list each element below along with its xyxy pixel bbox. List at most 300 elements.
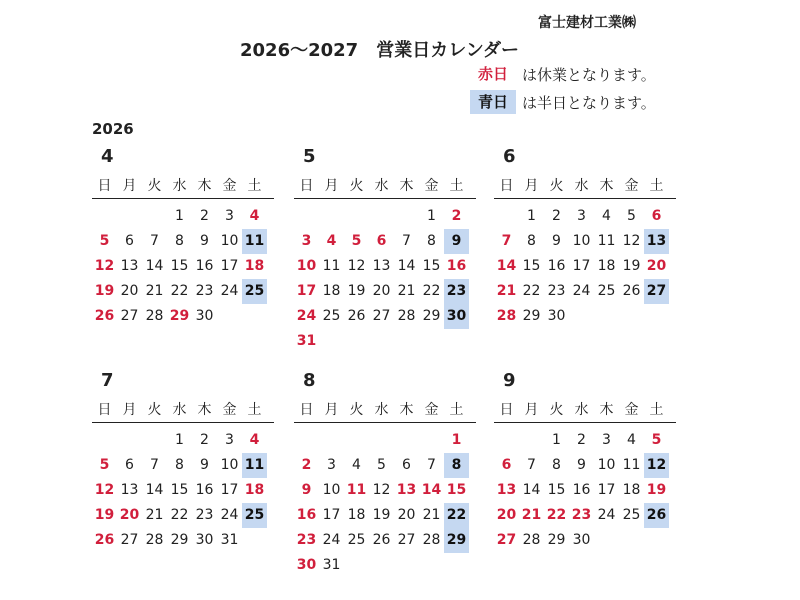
day: 25 <box>322 308 341 324</box>
day-closed: 5 <box>99 233 110 249</box>
day-closed: 14 <box>421 482 442 498</box>
day: 18 <box>622 482 641 498</box>
day: 18 <box>322 283 341 299</box>
day: 16 <box>572 482 591 498</box>
day: 15 <box>422 258 441 274</box>
day: 20 <box>372 283 391 299</box>
day-half: 25 <box>242 279 267 304</box>
weekday-label: 金 <box>424 178 439 194</box>
week-row <box>294 503 476 528</box>
day: 17 <box>572 258 591 274</box>
weekday-label: 木 <box>197 178 212 194</box>
day: 17 <box>220 258 239 274</box>
day-empty <box>519 428 544 453</box>
year-label: 2026 <box>92 120 134 138</box>
day: 21 <box>145 507 164 523</box>
day: 17 <box>322 507 341 523</box>
day-closed: 6 <box>376 233 387 249</box>
month-number: 8 <box>303 370 316 391</box>
week-row <box>294 229 476 254</box>
weekday-label: 水 <box>374 402 389 418</box>
day: 12 <box>347 258 366 274</box>
day-closed: 18 <box>244 482 265 498</box>
day: 9 <box>552 233 561 249</box>
day: 30 <box>195 532 214 548</box>
day: 19 <box>372 507 391 523</box>
day-half: 8 <box>444 453 469 478</box>
day: 16 <box>547 258 566 274</box>
week-row <box>494 229 676 254</box>
day: 4 <box>627 432 636 448</box>
legend-blue <box>470 90 656 114</box>
day-half: 30 <box>444 304 469 329</box>
day-closed: 3 <box>301 233 312 249</box>
day-closed: 16 <box>446 258 467 274</box>
day: 6 <box>125 233 134 249</box>
day-closed: 19 <box>94 507 115 523</box>
day: 31 <box>220 532 239 548</box>
week-row <box>294 304 476 329</box>
day: 30 <box>547 308 566 324</box>
day-closed: 13 <box>396 482 417 498</box>
day: 22 <box>422 283 441 299</box>
week-row <box>494 428 676 453</box>
day: 5 <box>627 208 636 224</box>
day-empty <box>344 553 369 578</box>
day: 20 <box>120 283 139 299</box>
week-row <box>494 254 676 279</box>
day-empty <box>319 204 344 229</box>
day: 11 <box>322 258 341 274</box>
week-row <box>92 279 274 304</box>
week-row <box>294 528 476 553</box>
day: 1 <box>175 208 184 224</box>
day: 28 <box>522 532 541 548</box>
day-closed: 6 <box>501 457 512 473</box>
day-empty <box>419 553 444 578</box>
day: 1 <box>527 208 536 224</box>
day-closed: 26 <box>94 532 115 548</box>
day: 15 <box>522 258 541 274</box>
day: 8 <box>427 233 436 249</box>
weekday-label: 月 <box>524 402 539 418</box>
day-closed: 12 <box>94 258 115 274</box>
weekday-header <box>92 400 274 423</box>
weekday-label: 金 <box>424 402 439 418</box>
day: 24 <box>572 283 591 299</box>
day-empty <box>494 204 519 229</box>
page-title: 2026～2027 営業日カレンダー <box>240 40 520 61</box>
week-row <box>294 428 476 453</box>
day-empty <box>444 329 469 354</box>
day-empty <box>217 304 242 329</box>
day: 2 <box>200 208 209 224</box>
day: 14 <box>145 482 164 498</box>
day-empty <box>319 428 344 453</box>
day: 31 <box>322 557 341 573</box>
day-closed: 27 <box>496 532 517 548</box>
weekday-label: 水 <box>574 178 589 194</box>
weekday-header <box>92 176 274 199</box>
day: 7 <box>527 457 536 473</box>
weekday-label: 日 <box>499 402 514 418</box>
day: 21 <box>397 283 416 299</box>
weekday-label: 金 <box>222 178 237 194</box>
week-row <box>294 329 476 354</box>
day: 10 <box>322 482 341 498</box>
day-closed: 28 <box>496 308 517 324</box>
week-row <box>494 453 676 478</box>
day: 19 <box>622 258 641 274</box>
day: 25 <box>597 283 616 299</box>
day-half: 25 <box>242 503 267 528</box>
day-closed: 6 <box>651 208 662 224</box>
day-closed: 1 <box>451 432 462 448</box>
week-row <box>494 204 676 229</box>
weekday-label: 金 <box>624 178 639 194</box>
day-empty <box>294 428 319 453</box>
day-empty <box>117 204 142 229</box>
day-half: 13 <box>644 229 669 254</box>
weekday-header <box>294 400 476 423</box>
day-empty <box>594 304 619 329</box>
week-row <box>294 279 476 304</box>
day-empty <box>494 428 519 453</box>
day: 22 <box>170 507 189 523</box>
weekday-label: 木 <box>197 402 212 418</box>
day: 14 <box>397 258 416 274</box>
day: 5 <box>377 457 386 473</box>
week-row <box>92 453 274 478</box>
day: 25 <box>347 532 366 548</box>
day-half: 12 <box>644 453 669 478</box>
day-half: 29 <box>444 528 469 553</box>
day: 13 <box>372 258 391 274</box>
day-closed: 20 <box>646 258 667 274</box>
day: 12 <box>622 233 641 249</box>
day-half: 22 <box>444 503 469 528</box>
weekday-header <box>494 176 676 199</box>
day-empty <box>242 528 267 553</box>
day: 4 <box>352 457 361 473</box>
weekday-label: 木 <box>599 402 614 418</box>
day: 29 <box>422 308 441 324</box>
day-empty <box>344 204 369 229</box>
day: 3 <box>225 432 234 448</box>
weekday-label: 土 <box>649 178 664 194</box>
month-number: 5 <box>303 146 316 167</box>
weekday-label: 土 <box>247 178 262 194</box>
week-row <box>92 478 274 503</box>
weekday-label: 木 <box>399 402 414 418</box>
day-closed: 21 <box>496 283 517 299</box>
day-grid <box>92 204 274 329</box>
week-row <box>92 528 274 553</box>
weekday-label: 水 <box>172 402 187 418</box>
day: 3 <box>602 432 611 448</box>
week-row <box>92 229 274 254</box>
day: 22 <box>170 283 189 299</box>
day-closed: 23 <box>571 507 592 523</box>
weekday-label: 火 <box>147 402 162 418</box>
day-empty <box>369 204 394 229</box>
day-grid <box>294 204 476 354</box>
day-closed: 11 <box>346 482 367 498</box>
day: 29 <box>522 308 541 324</box>
weekday-label: 土 <box>247 402 262 418</box>
day-closed: 20 <box>119 507 140 523</box>
week-row <box>294 453 476 478</box>
day: 27 <box>372 308 391 324</box>
day: 11 <box>597 233 616 249</box>
month-number: 6 <box>503 146 516 167</box>
day: 21 <box>145 283 164 299</box>
day: 27 <box>120 532 139 548</box>
weekday-label: 日 <box>299 178 314 194</box>
day-empty <box>619 304 644 329</box>
day-empty <box>419 428 444 453</box>
day: 3 <box>577 208 586 224</box>
day-closed: 23 <box>296 532 317 548</box>
weekday-label: 土 <box>649 402 664 418</box>
day: 30 <box>195 308 214 324</box>
day-empty <box>344 428 369 453</box>
day: 21 <box>422 507 441 523</box>
day: 29 <box>547 532 566 548</box>
week-row <box>92 304 274 329</box>
day-closed: 14 <box>496 258 517 274</box>
day: 28 <box>145 308 164 324</box>
day-empty <box>117 428 142 453</box>
day: 28 <box>422 532 441 548</box>
day-empty <box>394 329 419 354</box>
day-empty <box>594 528 619 553</box>
day: 6 <box>125 457 134 473</box>
day: 15 <box>170 482 189 498</box>
day: 10 <box>597 457 616 473</box>
day-empty <box>644 304 669 329</box>
day: 18 <box>597 258 616 274</box>
day: 26 <box>347 308 366 324</box>
day: 26 <box>622 283 641 299</box>
day: 10 <box>220 233 239 249</box>
day: 1 <box>427 208 436 224</box>
week-row <box>92 428 274 453</box>
day-half: 9 <box>444 229 469 254</box>
day: 17 <box>597 482 616 498</box>
day-half: 11 <box>242 229 267 254</box>
day-closed: 30 <box>296 557 317 573</box>
weekday-label: 日 <box>499 178 514 194</box>
day: 13 <box>120 482 139 498</box>
week-row <box>294 254 476 279</box>
day-empty <box>369 329 394 354</box>
day-empty <box>394 428 419 453</box>
day-closed: 7 <box>501 233 512 249</box>
weekday-label: 土 <box>449 178 464 194</box>
day: 1 <box>175 432 184 448</box>
month-number: 7 <box>101 370 114 391</box>
day: 20 <box>397 507 416 523</box>
week-row <box>92 204 274 229</box>
day-half: 11 <box>242 453 267 478</box>
day-closed: 12 <box>94 482 115 498</box>
day: 7 <box>427 457 436 473</box>
week-row <box>92 503 274 528</box>
day-empty <box>319 329 344 354</box>
week-row <box>294 553 476 578</box>
day: 14 <box>522 482 541 498</box>
day-empty <box>142 428 167 453</box>
weekday-label: 木 <box>399 178 414 194</box>
day: 2 <box>552 208 561 224</box>
weekday-label: 土 <box>449 402 464 418</box>
weekday-label: 日 <box>97 178 112 194</box>
day: 12 <box>372 482 391 498</box>
day: 8 <box>552 457 561 473</box>
day-closed: 10 <box>296 258 317 274</box>
day: 14 <box>145 258 164 274</box>
day: 10 <box>220 457 239 473</box>
day-closed: 19 <box>94 283 115 299</box>
day: 23 <box>195 283 214 299</box>
day-closed: 19 <box>646 482 667 498</box>
day-closed: 24 <box>296 308 317 324</box>
day-half: 26 <box>644 503 669 528</box>
weekday-label: 火 <box>349 178 364 194</box>
weekday-label: 木 <box>599 178 614 194</box>
weekday-label: 水 <box>172 178 187 194</box>
day: 2 <box>577 432 586 448</box>
day: 29 <box>170 532 189 548</box>
day-grid <box>494 204 676 329</box>
day-closed: 13 <box>496 482 517 498</box>
day-closed: 2 <box>301 457 312 473</box>
day-empty <box>644 528 669 553</box>
day: 28 <box>145 532 164 548</box>
weekday-header <box>294 176 476 199</box>
day-closed: 4 <box>249 208 260 224</box>
day: 1 <box>552 432 561 448</box>
day: 27 <box>120 308 139 324</box>
weekday-label: 火 <box>549 402 564 418</box>
day-empty <box>394 553 419 578</box>
weekday-label: 日 <box>299 402 314 418</box>
weekday-label: 日 <box>97 402 112 418</box>
day-empty <box>92 204 117 229</box>
day: 8 <box>175 457 184 473</box>
day: 16 <box>195 482 214 498</box>
week-row <box>494 528 676 553</box>
day: 22 <box>522 283 541 299</box>
day: 18 <box>347 507 366 523</box>
month-number: 9 <box>503 370 516 391</box>
weekday-label: 火 <box>549 178 564 194</box>
day-closed: 5 <box>351 233 362 249</box>
day-empty <box>344 329 369 354</box>
day: 7 <box>150 457 159 473</box>
day-grid <box>294 428 476 578</box>
day: 9 <box>200 457 209 473</box>
weekday-label: 水 <box>374 178 389 194</box>
day: 25 <box>622 507 641 523</box>
weekday-label: 月 <box>122 178 137 194</box>
day-closed: 5 <box>651 432 662 448</box>
day: 7 <box>402 233 411 249</box>
day: 24 <box>322 532 341 548</box>
day: 16 <box>195 258 214 274</box>
day-closed: 4 <box>249 432 260 448</box>
day: 24 <box>220 507 239 523</box>
weekday-label: 月 <box>324 402 339 418</box>
day-closed: 29 <box>169 308 190 324</box>
day-closed: 9 <box>301 482 312 498</box>
day-empty <box>242 304 267 329</box>
legend-blue-key: 青日 <box>470 90 516 114</box>
day: 6 <box>402 457 411 473</box>
weekday-header <box>494 400 676 423</box>
day-closed: 4 <box>326 233 337 249</box>
weekday-label: 水 <box>574 402 589 418</box>
day: 15 <box>170 258 189 274</box>
month-number: 4 <box>101 146 114 167</box>
day: 8 <box>527 233 536 249</box>
day-closed: 31 <box>296 333 317 349</box>
day-empty <box>394 204 419 229</box>
day: 23 <box>547 283 566 299</box>
day: 19 <box>347 283 366 299</box>
week-row <box>494 503 676 528</box>
day: 15 <box>547 482 566 498</box>
day-empty <box>419 329 444 354</box>
weekday-label: 月 <box>324 178 339 194</box>
day-closed: 22 <box>546 507 567 523</box>
day: 10 <box>572 233 591 249</box>
day-closed: 16 <box>296 507 317 523</box>
day: 11 <box>622 457 641 473</box>
day-empty <box>142 204 167 229</box>
day-closed: 26 <box>94 308 115 324</box>
day: 27 <box>397 532 416 548</box>
day: 9 <box>577 457 586 473</box>
day-half: 27 <box>644 279 669 304</box>
day: 30 <box>572 532 591 548</box>
day: 24 <box>597 507 616 523</box>
day-empty <box>92 428 117 453</box>
day-half: 23 <box>444 279 469 304</box>
weekday-label: 火 <box>147 178 162 194</box>
day-empty <box>619 528 644 553</box>
day: 23 <box>195 507 214 523</box>
day: 13 <box>120 258 139 274</box>
legend-red-key: 赤日 <box>477 65 508 83</box>
week-row <box>294 204 476 229</box>
day-closed: 15 <box>446 482 467 498</box>
day: 9 <box>200 233 209 249</box>
day: 4 <box>602 208 611 224</box>
legend-blue-text: は半日となります。 <box>522 93 656 112</box>
day-empty <box>444 553 469 578</box>
week-row <box>494 279 676 304</box>
day: 7 <box>150 233 159 249</box>
legend-red-text: は休業となります。 <box>522 65 656 84</box>
day-closed: 2 <box>451 208 462 224</box>
company-name: 富士建材工業㈱ <box>538 15 636 31</box>
weekday-label: 金 <box>222 402 237 418</box>
weekday-label: 月 <box>524 178 539 194</box>
day-grid <box>92 428 274 553</box>
day-closed: 18 <box>244 258 265 274</box>
